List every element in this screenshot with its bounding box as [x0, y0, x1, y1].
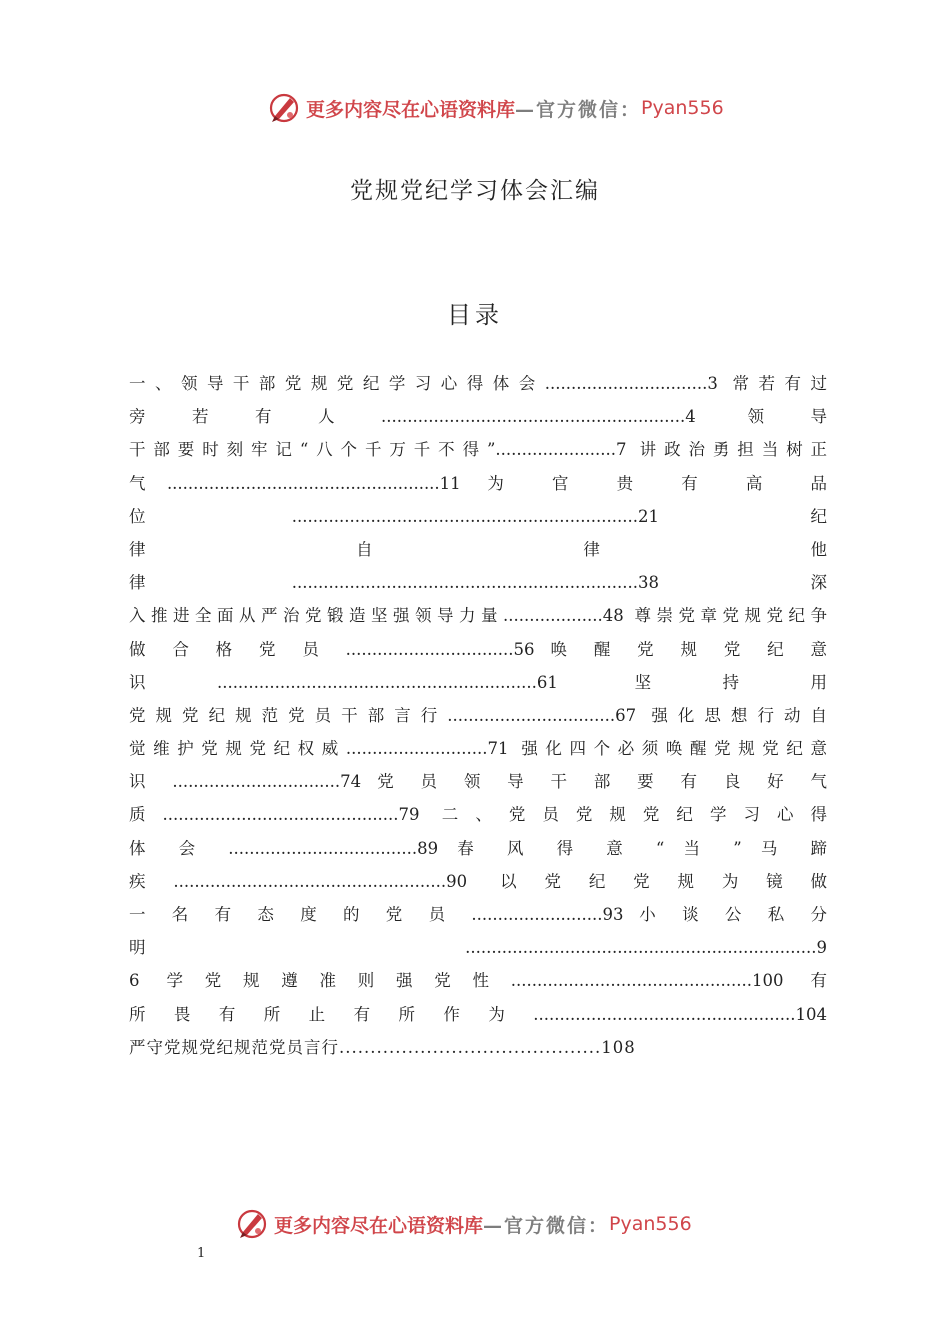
toc-line[interactable]: 律 自 律 他: [129, 539, 827, 559]
brand-wechat-id: Pyan556: [641, 97, 724, 119]
toc-line[interactable]: 党规党纪规范党员干部言行................................67 强化思想行动自: [129, 705, 827, 725]
toc-line[interactable]: 做 合 格 党 员 ................................56 唤 醒 党 规 党 纪 意: [129, 639, 827, 659]
toc-line[interactable]: 旁若有人..........................................................4 领导: [129, 407, 827, 427]
brand-wechat-id: Pyan556: [609, 1213, 692, 1235]
toc-line[interactable]: 疾....................................................90 以党纪党规为镜做: [129, 871, 827, 891]
brand-text-gray: —官方微信：: [483, 1214, 610, 1237]
footer-brand-banner: [234, 1206, 692, 1242]
brand-logo-icon: [266, 90, 302, 126]
brand-text-gray: —官方微信：: [515, 98, 642, 121]
table-of-contents: [129, 367, 827, 1064]
toc-line[interactable]: 所畏有所止有所作为..................................................104: [129, 1004, 827, 1024]
document-title: 党规党纪学习体会汇编: [350, 178, 600, 204]
toc-line[interactable]: 体 会 ....................................89 春 风 得 意 “ 当 ” 马 蹄: [129, 838, 827, 858]
toc-line[interactable]: 识.............................................................61 坚持用: [129, 672, 827, 692]
toc-line[interactable]: 一 名 有 态 度 的 党 员 .........................93 小 谈 公 私 分: [129, 905, 827, 924]
toc-line[interactable]: 干部要时刻牢记“八个千万千不得”.......................7 讲政治勇担当树正: [129, 440, 827, 460]
header-brand-banner: [266, 90, 724, 126]
toc-line[interactable]: 质.............................................79 二、党员党规党纪学习心得: [129, 805, 827, 825]
toc-heading: 目录: [447, 301, 503, 329]
toc-line[interactable]: 严守党规党纪规范党员言行..........................................108: [129, 1037, 636, 1057]
brand-text-red: 更多内容尽在心语资料库: [306, 98, 516, 121]
brand-logo-icon: [234, 1206, 270, 1242]
toc-line[interactable]: 一、领导干部党规党纪学习心得体会...............................3 常若有过: [129, 374, 827, 393]
brand-text-red: 更多内容尽在心语资料库: [274, 1214, 484, 1237]
toc-line[interactable]: 识 ................................74 党 员 领 导 干 部 要 有 良 好 气: [129, 772, 827, 792]
toc-line[interactable]: 明...................................................................9: [129, 938, 827, 958]
toc-line[interactable]: 6 学党规遵准则强党性..............................................100 有: [129, 971, 827, 991]
toc-line[interactable]: 气....................................................11 为 官 贵 有 高 品: [129, 473, 827, 493]
toc-line[interactable]: 律..................................................................38 深: [129, 573, 827, 593]
toc-line[interactable]: 觉维护党规党纪权威...........................71 强化四个必须唤醒党规党纪意: [129, 739, 827, 759]
toc-line[interactable]: 位..................................................................21 纪: [129, 506, 827, 526]
page-number: 1: [197, 1246, 206, 1261]
toc-line[interactable]: 入推进全面从严治党锻造坚强领导力量...................48 尊崇党章党规党纪争: [129, 606, 827, 626]
